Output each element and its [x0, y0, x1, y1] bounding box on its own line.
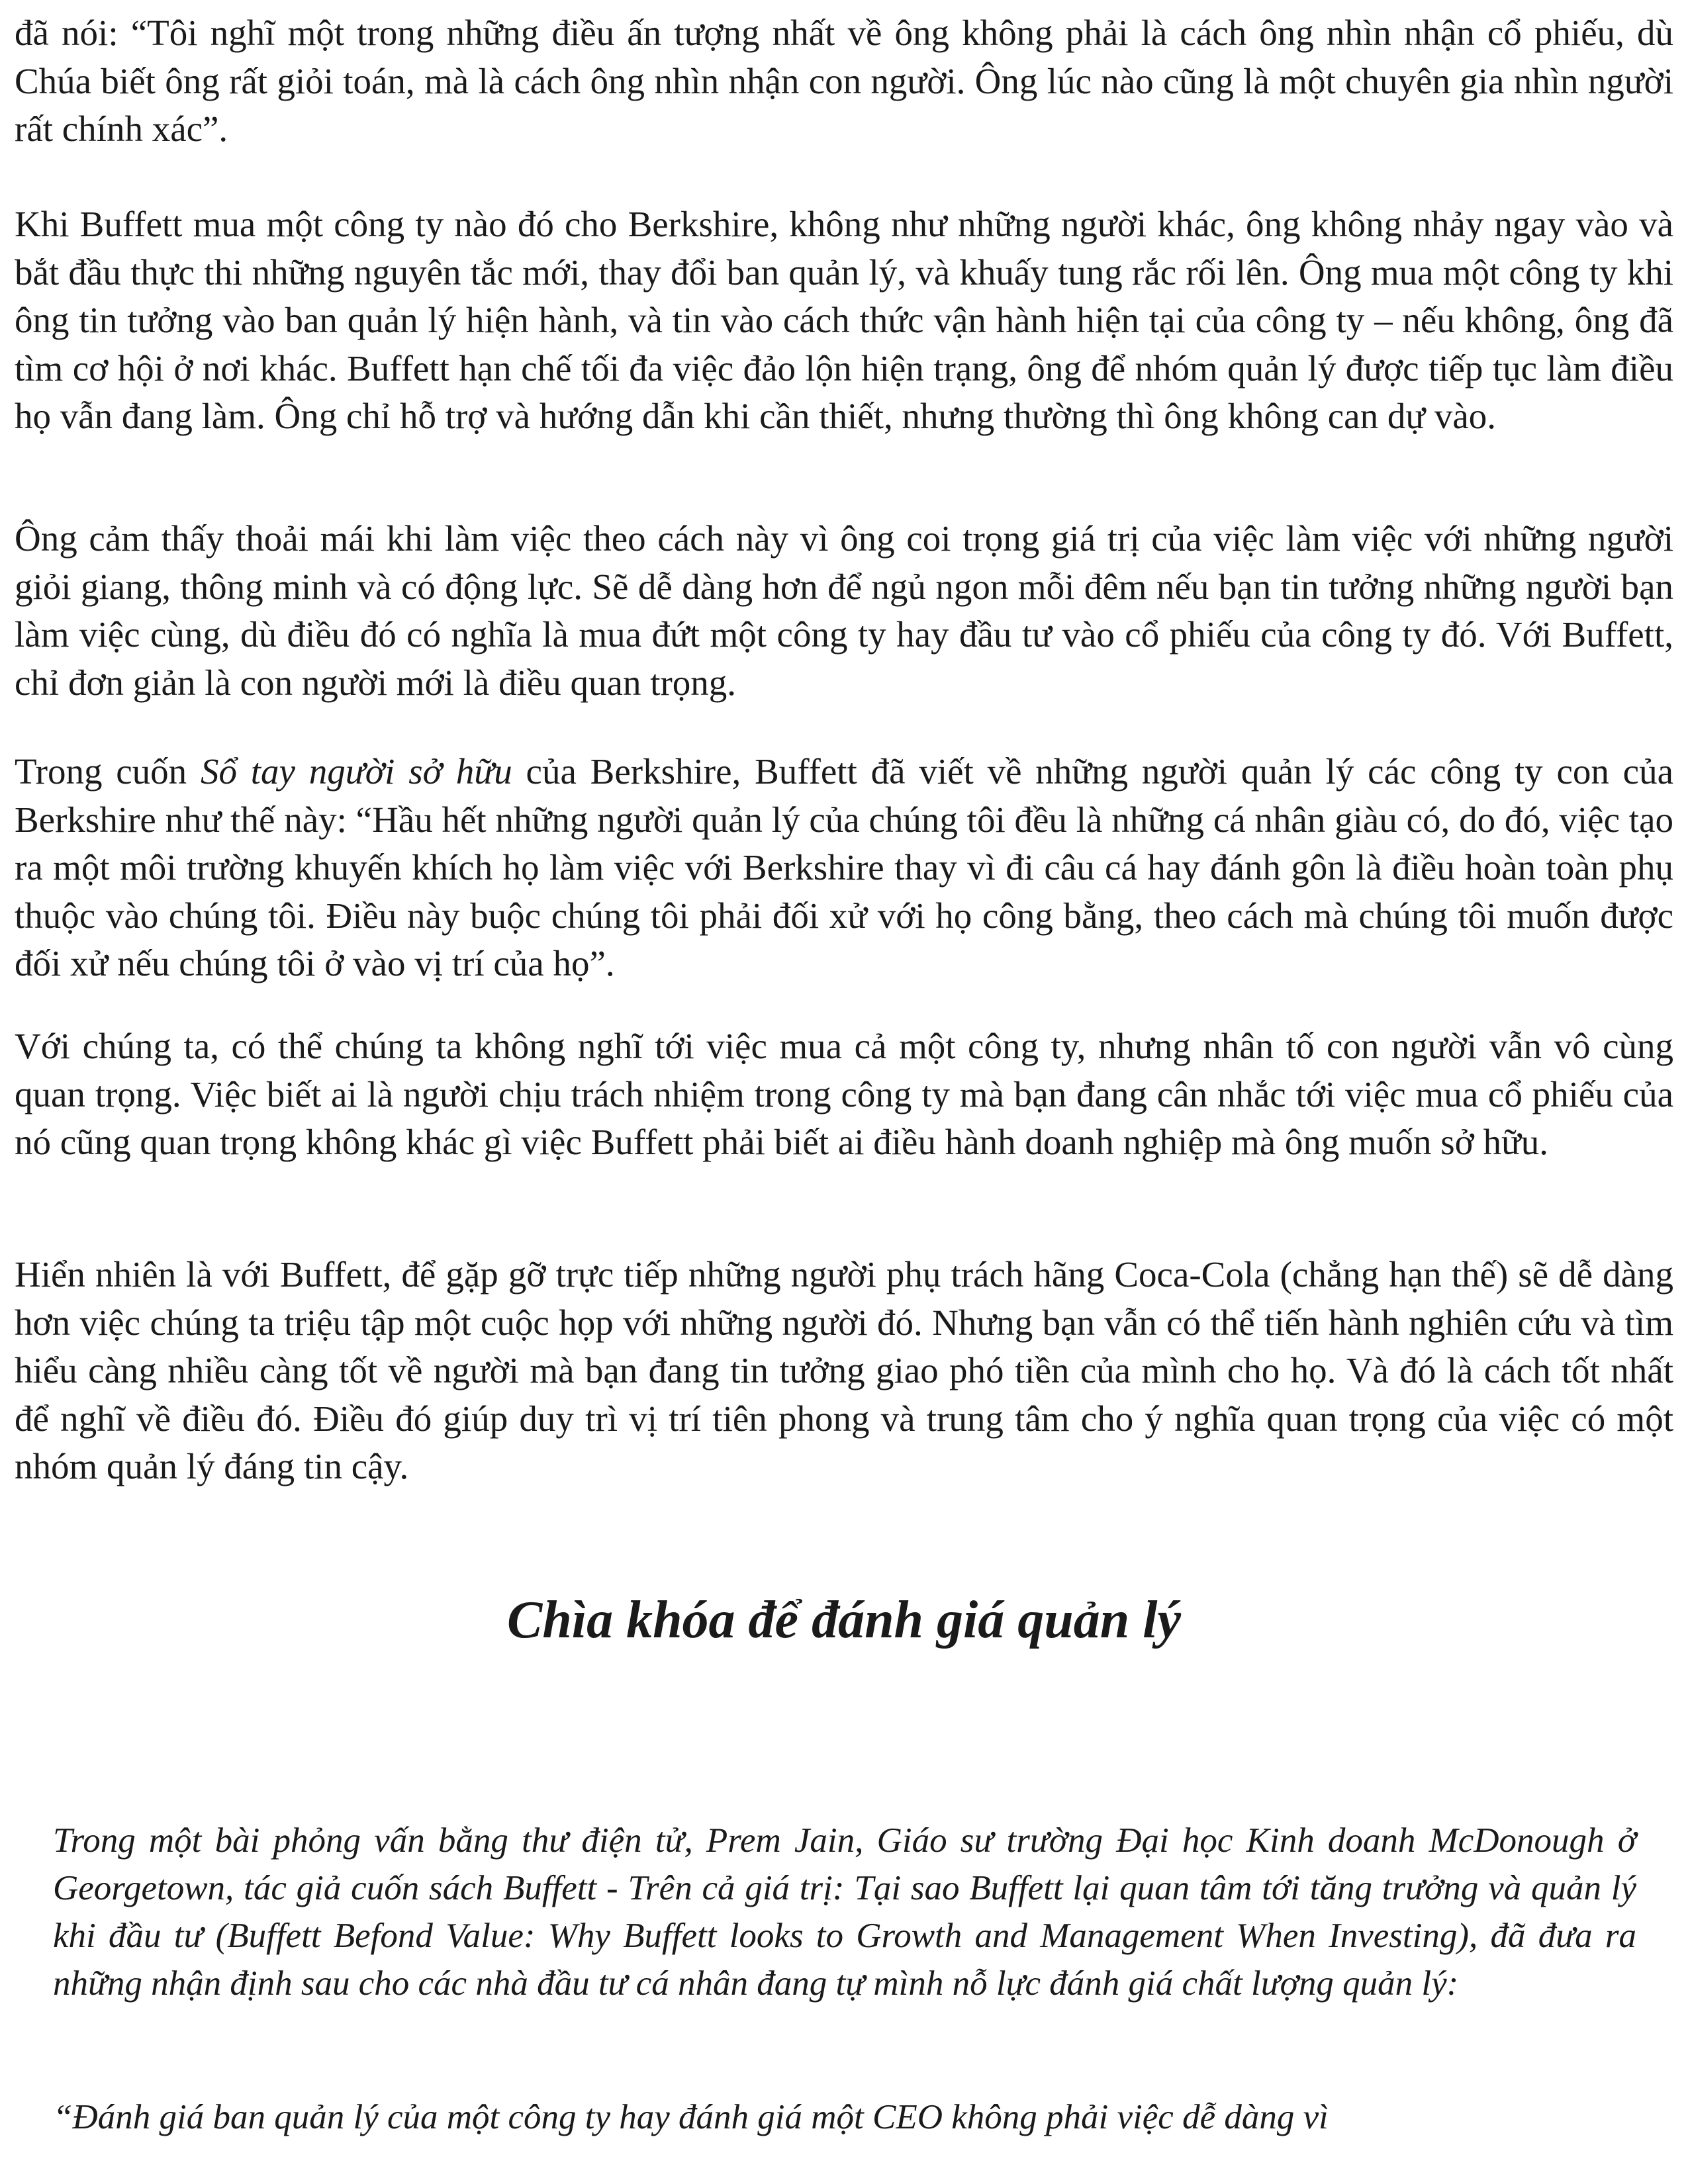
interview-intro: Trong một bài phỏng vấn bằng thư điện tử, Prem Jain, Giáo sư trường Đại học Kinh doanh McDonough ở Georgetown, tác giả cuốn sách Buffett - Trên cả giá trị: Tại sao Buffett lại quan tâm tới tăng trưởng và quản lý khi đầu tư (Buffett Befond Value: Why Buffett looks to Growth and Management When Investing), đã đưa ra những nhận định sau cho các nhà đầu tư cá nhân đang tự mình nỗ lực đánh giá chất lượng quản lý: — [53, 1821, 1636, 2003]
section-heading: Chìa khóa để đánh giá quản lý — [506, 1591, 1181, 1649]
paragraph-4 — [15, 748, 1673, 988]
paragraph-2: Khi Buffett mua một công ty nào đó cho Berkshire, không như những người khác, ông không nhảy ngay vào và bắt đầu thực thi những nguyên tắc mới, thay đổi ban quản lý, và khuấy tung rắc rối lên. Ông mua một công ty khi ông tin tưởng vào ban quản lý hiện hành, và tin vào cách thức vận hành hiện tại của công ty – nếu không, ông đã tìm cơ hội ở nơi khác. Buffett hạn chế tối đa việc đảo lộn hiện trạng, ông để nhóm quản lý được tiếp tục làm điều họ vẫn đang làm. Ông chỉ hỗ trợ và hướng dẫn khi cần thiết, nhưng thường thì ông không can dự vào. — [15, 204, 1673, 436]
interview-quote-start: “Đánh giá ban quản lý của một công ty hay đánh giá một CEO không phải việc dễ dàng vì — [53, 2098, 1329, 2136]
paragraph-5: Với chúng ta, có thể chúng ta không nghĩ tới việc mua cả một công ty, nhưng nhân tố con người vẫn vô cùng quan trọng. Việc biết ai là người chịu trách nhiệm trong công ty mà bạn đang cân nhắc tới việc mua cổ phiếu của nó cũng quan trọng không khác gì việc Buffett phải biết ai điều hành doanh nghiệp mà ông muốn sở hữu. — [15, 1026, 1673, 1162]
paragraph-1: đã nói: “Tôi nghĩ một trong những điều ấn tượng nhất về ông không phải là cách ông nhìn nhận cổ phiếu, dù Chúa biết ông rất giỏi toán, mà là cách ông nhìn nhận con người. Ông lúc nào cũng là một chuyên gia nhìn người rất chính xác”. — [15, 13, 1673, 149]
paragraph-4-rest: của Berkshire, Buffett đã viết về những người quản lý các công ty con của Berkshire như thế này: “Hầu hết những người quản lý của chúng tôi đều là những cá nhân giàu có, do đó, việc tạo ra một môi trường khuyến khích họ làm việc với Berkshire thay vì đi câu cá hay đánh gôn là điều hoàn toàn phụ thuộc vào chúng tôi. Điều này buộc chúng tôi phải đối xử với họ công bằng, theo cách mà chúng tôi muốn được đối xử nếu chúng tôi ở vào vị trí của họ”. — [15, 751, 1674, 983]
paragraph-3: Ông cảm thấy thoải mái khi làm việc theo cách này vì ông coi trọng giá trị của việc làm việc với những người giỏi giang, thông minh và có động lực. Sẽ dễ dàng hơn để ngủ ngon mỗi đêm nếu bạn tin tưởng những người bạn làm việc cùng, dù điều đó có nghĩa là mua đứt một công ty hay đầu tư vào cổ phiếu của công ty đó. Với Buffett, chỉ đơn giản là con người mới là điều quan trọng. — [15, 518, 1673, 703]
paragraph-6: Hiển nhiên là với Buffett, để gặp gỡ trực tiếp những người phụ trách hãng Coca-Cola (chẳng hạn thế) sẽ dễ dàng hơn việc chúng ta triệu tập một cuộc họp với những người đó. Nhưng bạn vẫn có thể tiến hành nghiên cứu và tìm hiểu càng nhiều càng tốt về người mà bạn đang tin tưởng giao phó tiền của mình cho họ. Và đó là cách tốt nhất để nghĩ về điều đó. Điều đó giúp duy trì vị trí tiên phong và trung tâm cho ý nghĩa quan trọng của việc có một nhóm quản lý đáng tin cậy. — [15, 1254, 1673, 1486]
book-title-owners-manual: Sổ tay người sở hữu — [200, 751, 512, 792]
paragraph-4-lead: Trong cuốn — [15, 751, 201, 792]
